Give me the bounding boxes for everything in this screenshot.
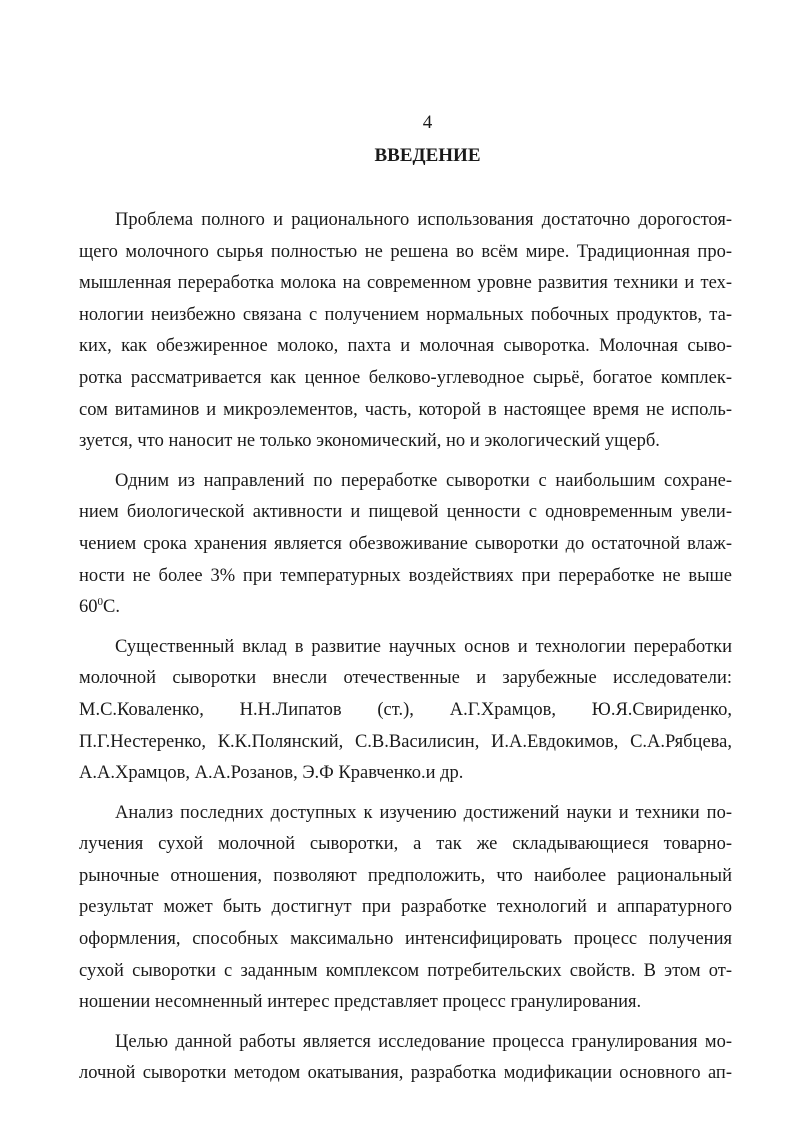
text-line: Существенный вклад в развитие научных основ и технологии переработки xyxy=(115,636,732,657)
text-line: ких, как обезжиренное молоко, пахта и молочная сыворотка. Молочная сыво- xyxy=(79,336,732,357)
body-text xyxy=(79,205,732,1098)
text-line: лучения сухой молочной сыворотки, а так же складывающиеся товарно- xyxy=(79,834,732,855)
text-line: лочной сыворотки методом окатывания, разработка модификации основного ап- xyxy=(79,1063,732,1084)
text-line: ротка рассматривается как ценное белково-углеводное сырьё, богатое комплек- xyxy=(79,367,732,388)
text-line: П.Г.Нестеренко, К.К.Полянский, С.В.Василисин, И.А.Евдокимов, С.А.Рябцева, xyxy=(79,731,732,752)
degree-superscript: 0 xyxy=(97,595,103,608)
text-line: оформления, способных максимально интенсифицировать процесс получения xyxy=(79,929,732,950)
text-line: Анализ последних доступных к изучению достижений науки и техники по- xyxy=(115,802,732,823)
text-line: сом витаминов и микроэлементов, часть, которой в настоящее время не исполь- xyxy=(79,399,732,420)
text-line: ности не более 3% при температурных воздействиях при переработке не выше xyxy=(79,565,732,586)
paragraph-4 xyxy=(79,798,732,1019)
text-line: А.А.Храмцов, А.А.Розанов, Э.Ф Кравченко.и др. xyxy=(79,763,464,784)
temperature-line xyxy=(79,592,732,624)
paragraph-1 xyxy=(79,205,732,458)
text-line: результат может быть достигнут при разработке технологий и аппаратурного xyxy=(79,897,732,918)
page-number: 4 xyxy=(422,112,433,133)
text-line: ношении несомненный интерес представляет процесс гранулирования. xyxy=(79,992,642,1013)
text-line: зуется, что наносит не только экономический, но и экологический ущерб. xyxy=(79,431,660,452)
text-line: мышленная переработка молока на современном уровне развития техники и тех- xyxy=(79,273,732,294)
text-line: рыночные отношения, позволяют предположить, что наиболее рациональный xyxy=(79,865,732,886)
text-line: М.С.Коваленко, Н.Н.Липатов (ст.), А.Г.Храмцов, Ю.Я.Свириденко, xyxy=(79,699,732,720)
paragraph-2 xyxy=(79,466,732,624)
text-line: Целью данной работы является исследование процесса гранулирования мо- xyxy=(115,1031,732,1052)
text-line: нологии неизбежно связана с получением нормальных побочных продуктов, та- xyxy=(79,304,732,325)
text-line: молочной сыворотки внесли отечественные и зарубежные исследователи: xyxy=(79,668,732,689)
text-line: Проблема полного и рационального использования достаточно дорогостоя- xyxy=(115,210,732,230)
text-line: Одним из направлений по переработке сыворотки с наибольшим сохране- xyxy=(115,470,732,491)
text-line: нием биологической активности и пищевой ценности с одновременным увели- xyxy=(79,502,732,523)
temperature-unit: С. xyxy=(103,597,120,618)
temperature-value: 60 xyxy=(79,597,98,618)
text-line: щего молочного сырья полностью не решена во всём мире. Традиционная про- xyxy=(79,241,732,262)
section-heading: ВВЕДЕНИЕ xyxy=(374,145,481,166)
paragraph-3 xyxy=(79,632,732,790)
text-line: чением срока хранения является обезвоживание сыворотки до остаточной влаж- xyxy=(79,533,732,554)
paragraph-5 xyxy=(79,1027,732,1090)
text-line: сухой сыворотки с заданным комплексом потребительских свойств. В этом от- xyxy=(79,960,732,981)
